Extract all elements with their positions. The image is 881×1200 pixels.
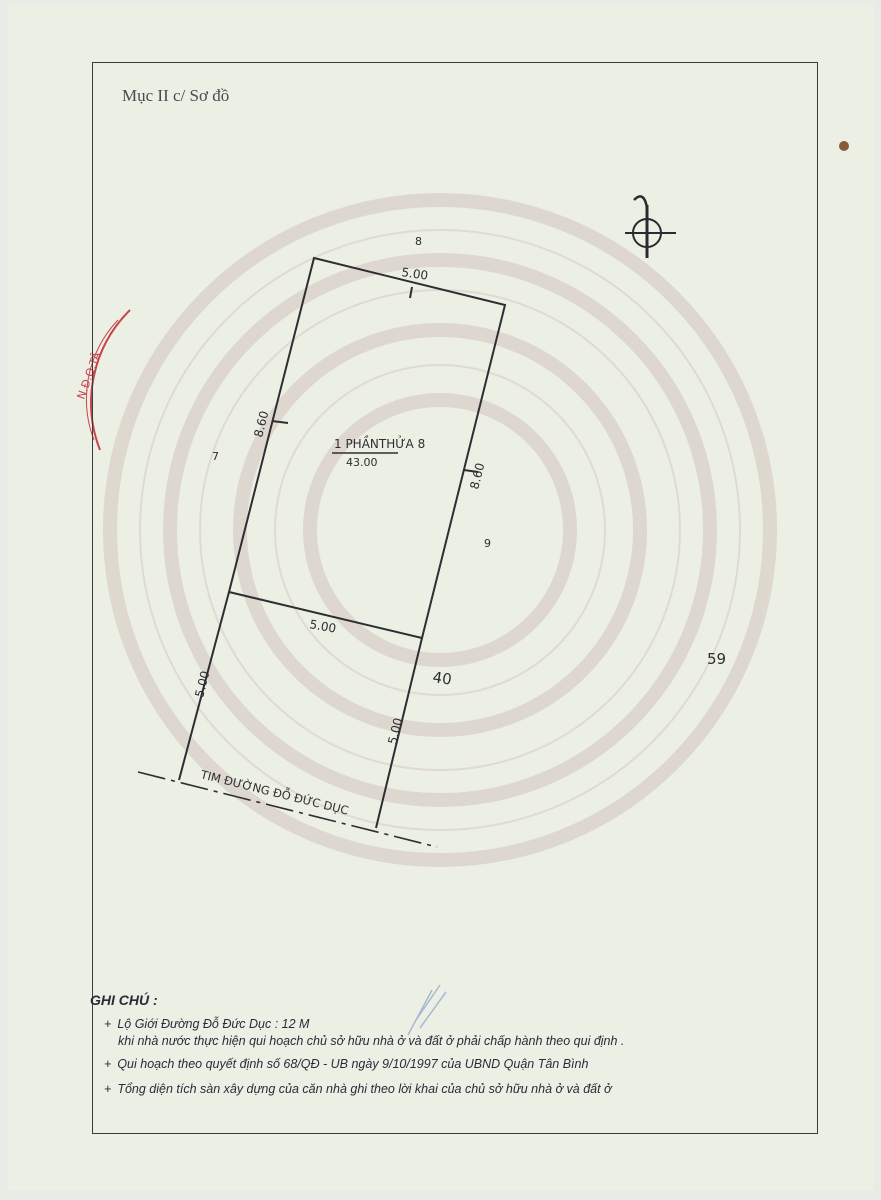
neighbor-left: 7 [212, 450, 219, 463]
note-item: + Qui hoạch theo quyết định số 68/QĐ - UB ngày 9/10/1997 của UBND Quận Tân Bình [104, 1057, 589, 1071]
svg-text:N.Đ.Q.TÂ: N.Đ.Q.TÂ [74, 350, 104, 402]
dim-right: 8.60 [467, 461, 488, 491]
road-label: TIM ĐƯỜNG ĐỖ ĐỨC DỤC [199, 767, 350, 818]
document-frame [92, 62, 818, 1134]
note-item: + Tổng diện tích sàn xây dựng của căn nhà ghi theo lời khai của chủ sở hữu nhà ở và đất ở [104, 1082, 612, 1096]
neighbor-top: 8 [415, 235, 422, 248]
note-text: Lộ Giới Đường Đỗ Đức Dục : 12 M [117, 1017, 310, 1031]
note-text: khi nhà nước thực hiện qui hoạch chủ sở hữu nhà ở và đất ở phải chấp hành theo qui định . [118, 1034, 625, 1048]
dim-bottom: 5.00 [308, 617, 338, 636]
parcel-area: 43.00 [346, 456, 378, 469]
notes-heading: GHI CHÚ : [90, 992, 158, 1008]
note-item-continuation [118, 1033, 800, 1050]
dim-top: 5.00 [400, 265, 429, 283]
note-text: Tổng diện tích sàn xây dựng của căn nhà ghi theo lời khai của chủ sở hữu nhà ở và đất ở [117, 1082, 612, 1096]
dim-setback-left: 5.00 [192, 669, 213, 699]
section-title: Mục II c/ Sơ đồ [122, 86, 230, 105]
lot-number: 40 [431, 668, 453, 689]
notes-section [90, 992, 800, 1098]
note-text: Qui hoạch theo quyết định số 68/QĐ - UB ngày 9/10/1997 của UBND Quận Tân Bình [117, 1057, 589, 1071]
parcel-label: 1 PHẦNTHỬA 8 [334, 437, 426, 451]
paper-spot [839, 141, 849, 151]
neighbor-right: 9 [484, 537, 491, 550]
sheet-number: 59 [707, 650, 727, 668]
note-item: + Lộ Giới Đường Đỗ Đức Dục : 12 M [104, 1017, 310, 1031]
dim-setback-right: 5.00 [385, 716, 406, 746]
dim-left: 8.60 [251, 409, 272, 439]
